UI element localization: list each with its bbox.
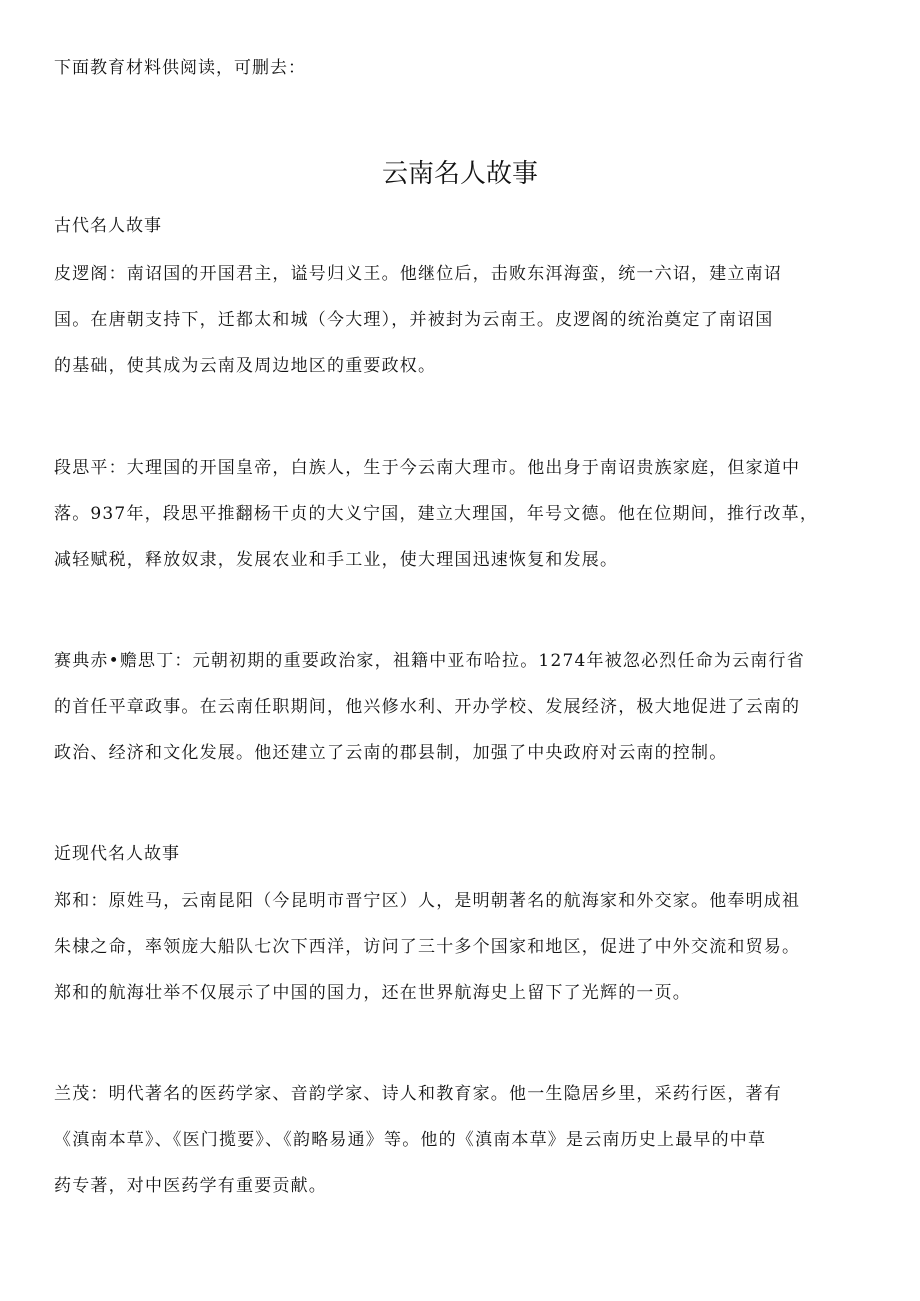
paragraph-line: 政治、经济和文化发展。他还建立了云南的郡县制，加强了中央政府对云南的控制。 (54, 743, 728, 763)
page-title: 云南名人故事 (381, 159, 538, 189)
paragraph-line: 郑和的航海壮举不仅展示了中国的国力，还在世界航海史上留下了光辉的一页。 (54, 983, 691, 1003)
paragraph-line: 朱棣之命，率领庞大船队七次下西洋，访问了三十多个国家和地区，促进了中外交流和贸易。 (54, 937, 801, 957)
paragraph-line: 落。937年，段思平推翻杨干贞的大义宁国，建立大理国，年号文德。他在位期间，推行改革， (54, 504, 819, 524)
paragraph-line: 皮逻阁：南诏国的开国君主，谥号归义王。他继位后，击败东洱海蛮，统一六诏，建立南诏 (54, 264, 782, 284)
paragraph-piluoge (54, 251, 882, 389)
paragraph-line: 兰茂：明代著名的医药学家、音韵学家、诗人和教育家。他一生隐居乡里，采药行医，著有 (54, 1084, 782, 1104)
paragraph-saidianchi (54, 638, 882, 776)
section-heading-modern: 近现代名人故事 (54, 844, 180, 864)
paragraph-zhenghe (54, 878, 882, 1016)
paragraph-line: 《滇南本草》、《医门揽要》、《韵略易通》等。他的《滇南本草》是云南历史上最早的中草 (54, 1130, 767, 1150)
paragraph-line: 的基础，使其成为云南及周边地区的重要政权。 (54, 356, 437, 376)
reading-note: 下面教育材料供阅读，可删去： (54, 58, 306, 78)
paragraph-line: 赛典赤•赡思丁：元朝初期的重要政治家，祖籍中亚布哈拉。1274年被忽必烈任命为云南行省 (54, 651, 805, 671)
paragraph-duansiping (54, 445, 882, 583)
paragraph-line: 段思平：大理国的开国皇帝，白族人，生于今云南大理市。他出身于南诏贵族家庭，但家道中 (54, 458, 801, 478)
paragraph-lanmao (54, 1071, 882, 1209)
paragraph-line: 的首任平章政事。在云南任职期间，他兴修水利、开办学校、发展经济，极大地促进了云南的 (54, 697, 801, 717)
paragraph-line: 药专著，对中医药学有重要贡献。 (54, 1176, 327, 1196)
section-heading-ancient: 古代名人故事 (54, 216, 162, 236)
paragraph-line: 减轻赋税，释放奴隶，发展农业和手工业，使大理国迅速恢复和发展。 (54, 550, 619, 570)
paragraph-line: 国。在唐朝支持下，迁都太和城（今大理），并被封为云南王。皮逻阁的统治奠定了南诏国 (54, 310, 774, 330)
paragraph-line: 郑和：原姓马，云南昆阳（今昆明市晋宁区）人，是明朝著名的航海家和外交家。他奉明成祖 (54, 891, 801, 911)
